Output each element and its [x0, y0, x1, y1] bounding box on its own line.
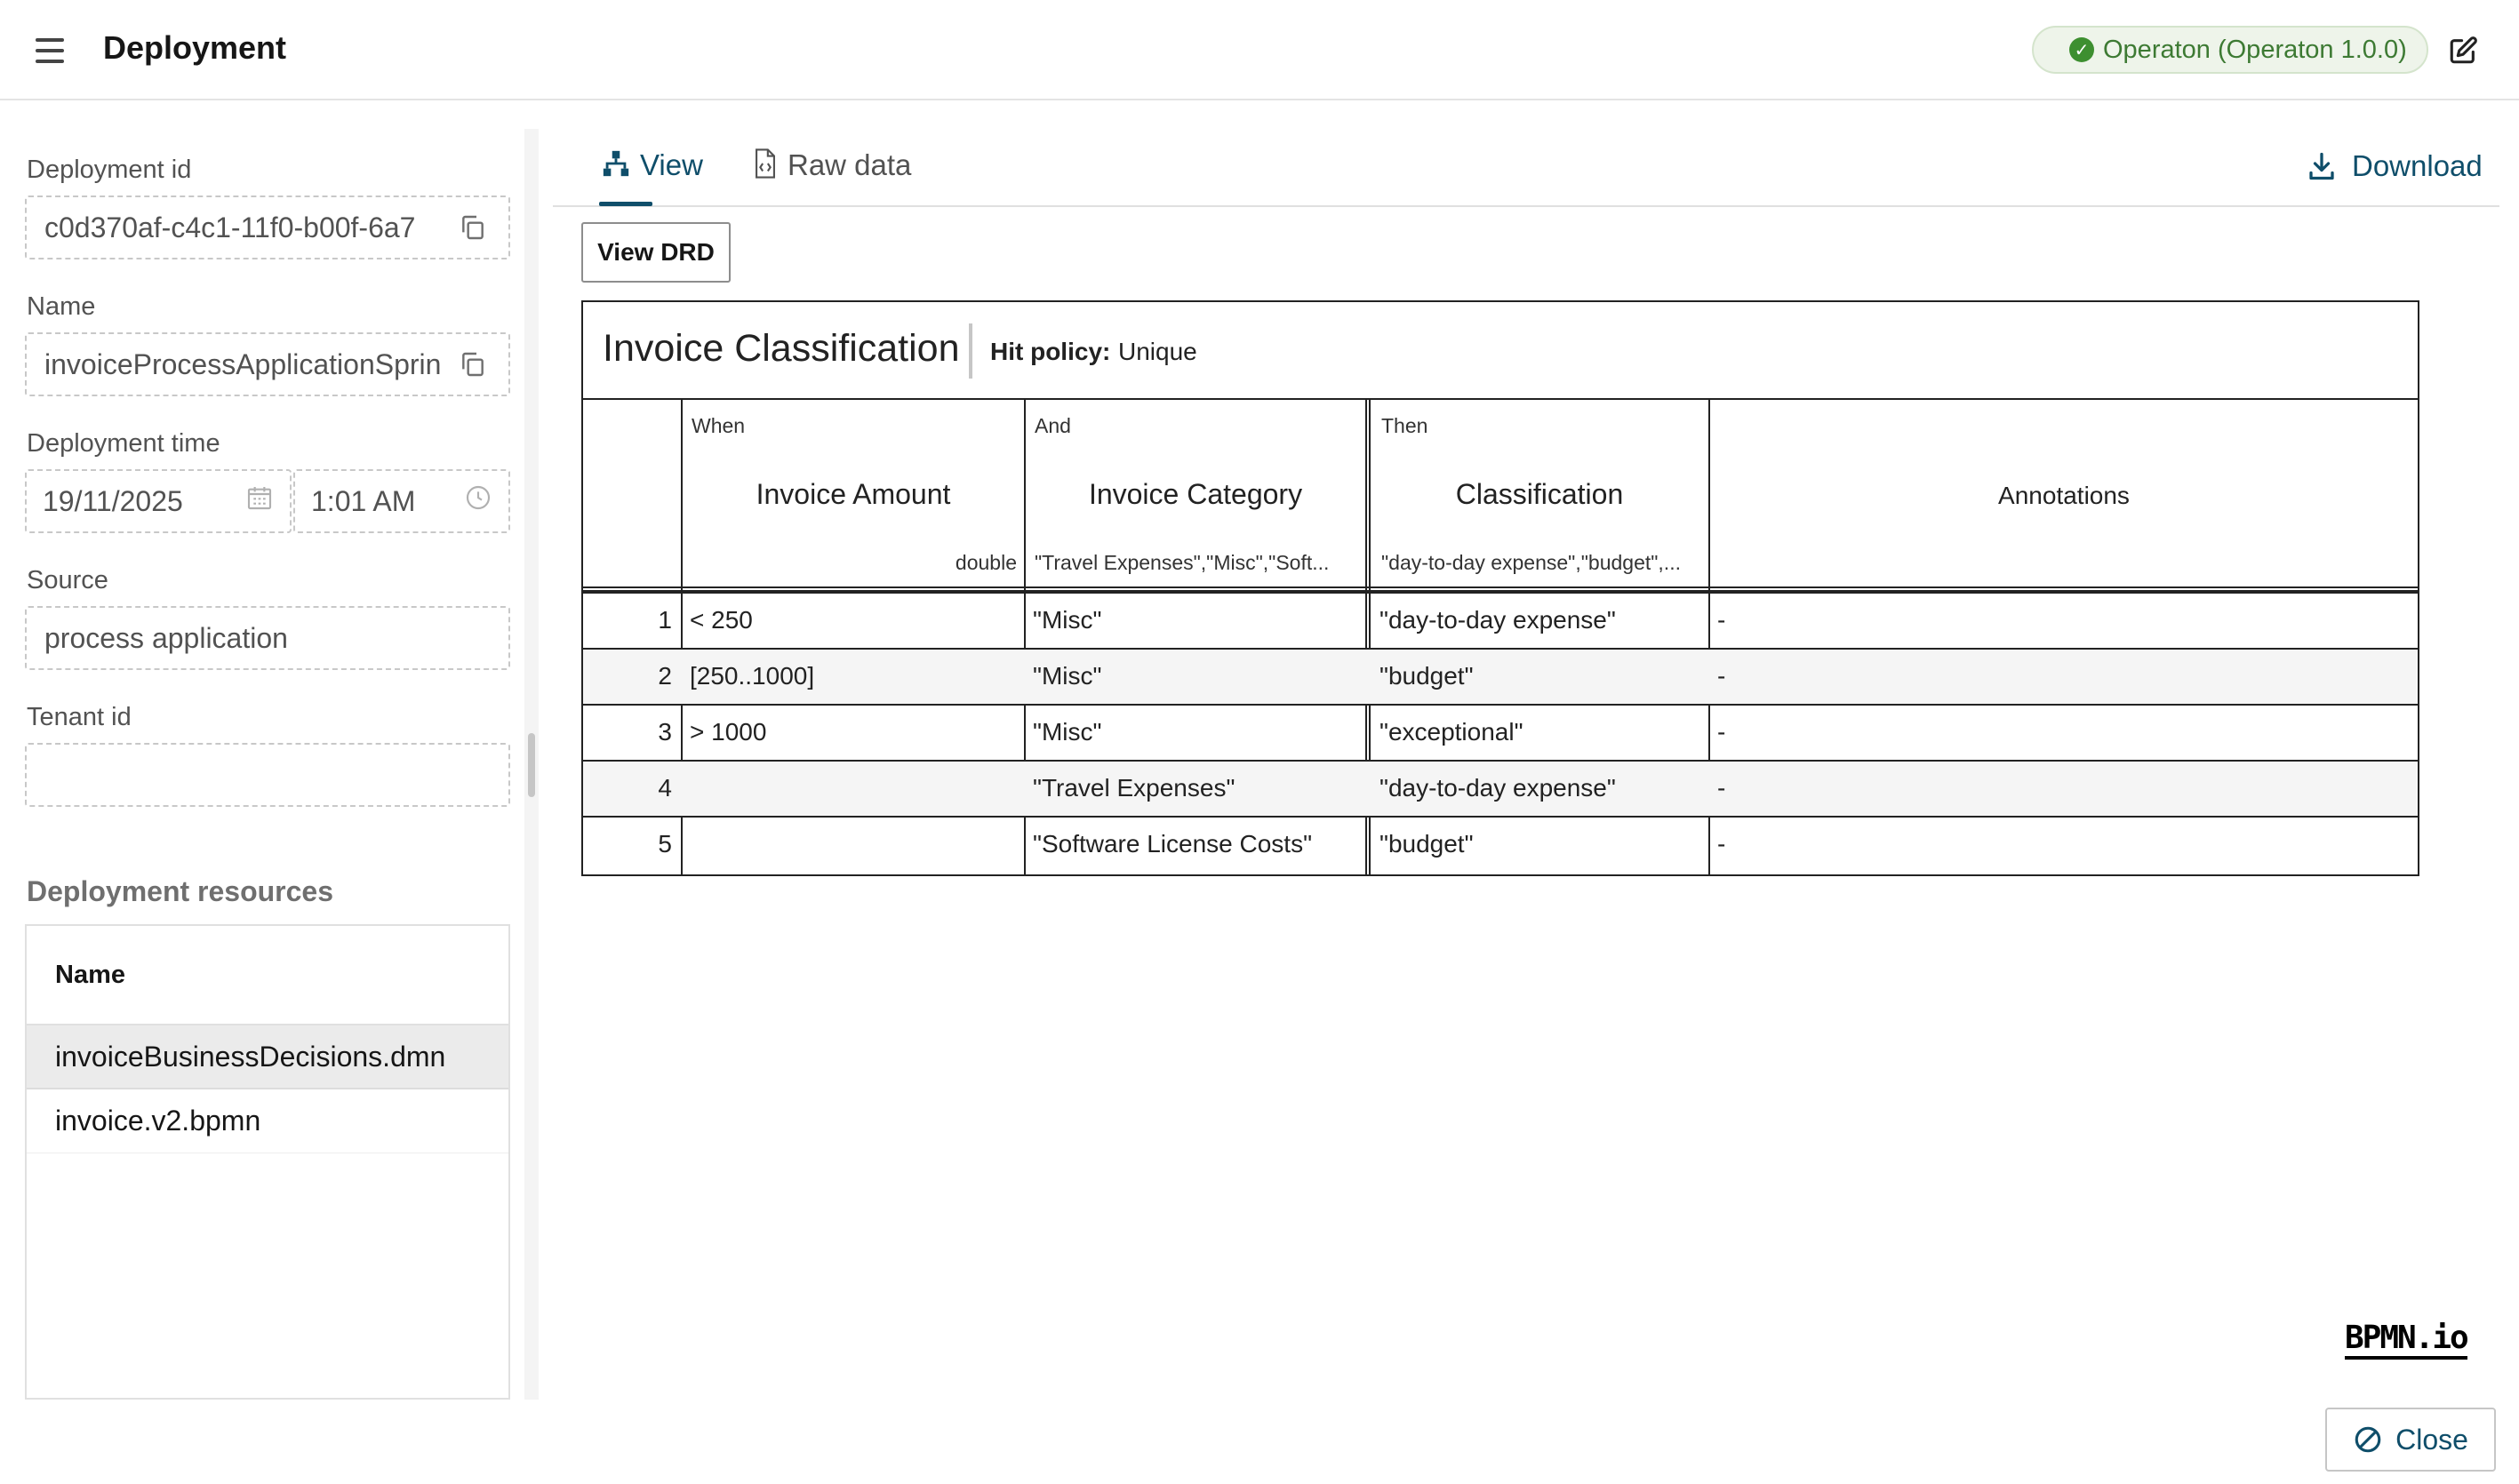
- rule-number: 2: [658, 662, 672, 690]
- deployment-id-label: Deployment id: [27, 156, 192, 184]
- source-value: process application: [44, 621, 288, 654]
- resource-tabs: [553, 129, 2499, 207]
- resource-item[interactable]: invoice.v2.bpmn: [27, 1089, 508, 1153]
- input-clause-label: And: [1035, 414, 1071, 437]
- copy-icon[interactable]: [455, 210, 491, 245]
- view-drd-button[interactable]: View DRD: [581, 222, 731, 283]
- tab-view-label: View: [640, 148, 703, 181]
- close-label: Close: [2395, 1423, 2468, 1456]
- source-label: Source: [27, 566, 108, 594]
- rule-category-cell[interactable]: "Misc": [1033, 606, 1102, 634]
- copy-icon[interactable]: [455, 347, 491, 382]
- app-header: [0, 0, 2519, 100]
- rule-number: 3: [658, 718, 672, 746]
- table-row[interactable]: [583, 592, 2418, 648]
- name-field[interactable]: [25, 332, 510, 396]
- output-clause-label: Then: [1381, 414, 1428, 437]
- rule-classification-cell[interactable]: "exceptional": [1379, 718, 1523, 746]
- rule-category-cell[interactable]: "Software License Costs": [1033, 830, 1313, 858]
- deployment-id-value: c0d370af-c4c1-11f0-b00f-6a7: [44, 211, 416, 243]
- input-clause-label: When: [692, 414, 746, 437]
- tab-raw-data[interactable]: [752, 148, 911, 205]
- deployment-time-value: 1:01 AM: [311, 484, 416, 517]
- rule-number: 4: [658, 774, 672, 802]
- rule-category-cell[interactable]: "Misc": [1033, 662, 1102, 690]
- engine-badge-label: Operaton (Operaton 1.0.0): [2103, 35, 2407, 64]
- name-label: Name: [27, 292, 96, 321]
- engine-status-badge[interactable]: [2032, 26, 2428, 74]
- download-icon: [2306, 150, 2338, 182]
- rule-amount-cell[interactable]: [250..1000]: [690, 662, 815, 690]
- file-code-icon: [752, 148, 779, 179]
- rule-number: 1: [658, 606, 672, 634]
- page-title: Deployment: [103, 29, 287, 66]
- input-column-label[interactable]: Invoice Category: [1088, 478, 1303, 510]
- sitemap-icon: [601, 148, 631, 179]
- table-row[interactable]: [583, 704, 2418, 760]
- rule-number: 5: [658, 830, 672, 858]
- rule-classification-cell[interactable]: "day-to-day expense": [1379, 606, 1616, 634]
- deployment-time-field[interactable]: [293, 469, 510, 533]
- download-label: Download: [2352, 149, 2483, 182]
- calendar-icon[interactable]: [245, 483, 274, 519]
- rule-classification-cell[interactable]: "budget": [1379, 830, 1474, 858]
- rule-annotation-cell[interactable]: -: [1717, 606, 1726, 634]
- rule-amount-cell[interactable]: > 1000: [690, 718, 767, 746]
- rule-classification-cell[interactable]: "day-to-day expense": [1379, 774, 1616, 802]
- decision-table-header: [583, 302, 2418, 400]
- clock-icon[interactable]: [464, 483, 492, 519]
- edit-icon[interactable]: [2443, 30, 2483, 71]
- active-tab-indicator: [599, 202, 652, 206]
- hit-policy-label: Hit policy:: [990, 338, 1111, 365]
- output-type-ref: "day-to-day expense","budget",...: [1381, 551, 1681, 574]
- decision-table: [581, 300, 2419, 876]
- annotations-column-label: Annotations: [1998, 482, 2130, 509]
- rule-annotation-cell[interactable]: -: [1717, 662, 1726, 690]
- table-row[interactable]: [583, 816, 2418, 874]
- deployment-date-value: 19/11/2025: [43, 484, 183, 517]
- check-circle-icon: ✓: [2069, 37, 2094, 62]
- tenant-id-field[interactable]: [25, 743, 510, 807]
- rule-annotation-cell[interactable]: -: [1717, 774, 1726, 802]
- splitter-handle[interactable]: [528, 733, 535, 797]
- resources-column-header: Name: [27, 926, 508, 1025]
- source-field[interactable]: [25, 606, 510, 670]
- deployment-time-label: Deployment time: [27, 429, 220, 458]
- rule-annotation-cell[interactable]: -: [1717, 718, 1726, 746]
- table-row[interactable]: [583, 760, 2418, 816]
- hamburger-menu-icon[interactable]: [25, 30, 75, 71]
- deployment-date-field[interactable]: [25, 469, 292, 533]
- resource-item[interactable]: invoiceBusinessDecisions.dmn: [27, 1025, 508, 1089]
- rule-category-cell[interactable]: "Misc": [1033, 718, 1102, 746]
- close-button[interactable]: [2325, 1408, 2496, 1472]
- decision-name: Invoice Classification: [603, 327, 960, 370]
- hit-policy-value: Unique: [1118, 338, 1197, 365]
- deployment-resources-list: [25, 924, 510, 1400]
- rule-classification-cell[interactable]: "budget": [1379, 662, 1474, 690]
- table-row[interactable]: [583, 648, 2418, 704]
- tenant-id-label: Tenant id: [27, 703, 132, 731]
- tab-view[interactable]: [601, 148, 703, 205]
- deployment-id-field[interactable]: [25, 195, 510, 259]
- rule-amount-cell[interactable]: < 250: [690, 606, 753, 634]
- input-type-ref: double: [955, 551, 1017, 574]
- download-button[interactable]: [2306, 149, 2483, 183]
- input-type-ref: "Travel Expenses","Misc","Soft...: [1035, 551, 1330, 574]
- rule-category-cell[interactable]: "Travel Expenses": [1033, 774, 1236, 802]
- bpmn-io-watermark[interactable]: BPMN.io: [2345, 1320, 2467, 1360]
- output-column-label[interactable]: Classification: [1455, 478, 1624, 510]
- name-value: invoiceProcessApplicationSprin: [44, 347, 442, 380]
- input-column-label[interactable]: Invoice Amount: [756, 478, 951, 510]
- block-icon: [2353, 1424, 2383, 1455]
- deployment-resources-title: Deployment resources: [27, 875, 334, 907]
- tab-raw-data-label: Raw data: [788, 148, 912, 181]
- rule-annotation-cell[interactable]: -: [1717, 830, 1726, 858]
- divider: [969, 323, 972, 379]
